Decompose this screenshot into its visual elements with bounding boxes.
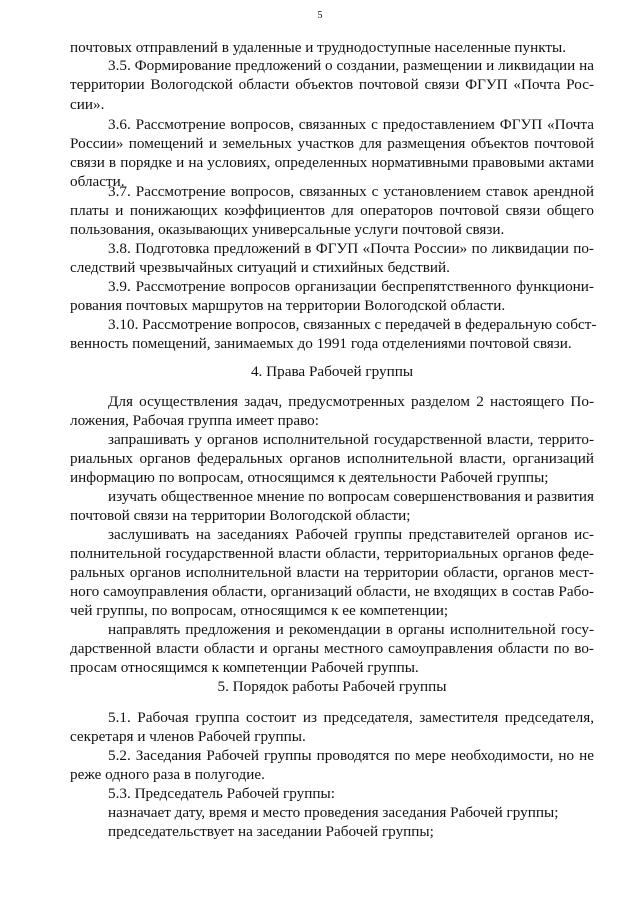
paragraph-line: секретаря и членов Рабочей группы. (70, 728, 306, 745)
paragraph-line: направлять предложения и рекомендации в органы исполнительной госу- (108, 621, 594, 638)
section-heading: 4. Права Рабочей группы (250, 363, 414, 380)
paragraph-line: 3.6. Рассмотрение вопросов, связанных с предоставлением ФГУП «Почта (108, 116, 594, 133)
paragraph-line: запрашивать у органов исполнительной государственной власти, террито- (108, 431, 594, 448)
paragraph-line: 3.9. Рассмотрение вопросов организации беспрепятственного функциони- (108, 278, 594, 295)
paragraph-line: председательствует на заседании Рабочей группы; (108, 823, 434, 840)
page-number: 5 (317, 10, 323, 21)
paragraph-line: следствий чрезвычайных ситуаций и стихийных бедствий. (70, 259, 450, 276)
paragraph-line: 3.8. Подготовка предложений в ФГУП «Почта России» по ликвидации по- (108, 240, 594, 257)
paragraph-line: 3.5. Формирование предложений о создании, размещении и ликвидации на (108, 57, 594, 74)
paragraph-line: сии». (70, 96, 105, 113)
paragraph-line: территории Вологодской области объектов почтовой связи ФГУП «Почта Рос- (70, 76, 594, 93)
paragraph-line: реже одного раза в полугодие. (70, 766, 265, 783)
paragraph-line: изучать общественное мнение по вопросам совершенствования и развития (108, 488, 594, 505)
paragraph-line: 5.3. Председатель Рабочей группы: (108, 785, 335, 802)
paragraph-line: ного самоуправления области, организаций области, не входящих в состав Рабо- (70, 583, 594, 600)
paragraph-line: области. (70, 173, 125, 190)
paragraph-line: заслушивать на заседаниях Рабочей группы представителей органов ис- (108, 526, 594, 543)
paragraph-line: 3.10. Рассмотрение вопросов, связанных с передачей в федеральную собст- (108, 316, 597, 333)
paragraph-line: России» помещений и земельных участков для размещения объектов почтовой (70, 135, 594, 152)
paragraph-line: связи в порядке и на условиях, определенных нормативными правовыми актами (70, 154, 594, 171)
paragraph-line: ложения, Рабочая группа имеет право: (70, 412, 319, 429)
paragraph-line: риальных органов федеральных органов исполнительной власти, организаций (70, 450, 594, 467)
paragraph-line: информацию по вопросам, относящимся к деятельности Рабочей группы; (70, 469, 549, 486)
paragraph-line: почтовых отправлений в удаленные и труднодоступные населенные пункты. (70, 39, 567, 56)
paragraph-line: Для осуществления задач, предусмотренных разделом 2 настоящего По- (108, 393, 594, 410)
paragraph-line: дарственной власти области и органы местного самоуправления области по во- (70, 640, 594, 657)
paragraph-line: платы и понижающих коэффициентов для операторов почтовой связи общего (70, 202, 594, 219)
paragraph-line: рования почтовых маршрутов на территории Вологодской области. (70, 297, 506, 314)
paragraph-line: 5.1. Рабочая группа состоит из председателя, заместителя председателя, (108, 709, 594, 726)
paragraph-line: чей группы, по вопросам, относящимся к ее компетенции; (70, 602, 449, 619)
paragraph-line: ральных органов исполнительной власти на территории области, органов мест- (70, 564, 594, 581)
paragraph-line: назначает дату, время и место проведения заседания Рабочей группы; (108, 804, 559, 821)
paragraph-line: почтовой связи на территории Вологодской области; (70, 507, 411, 524)
paragraph-line: 3.7. Рассмотрение вопросов, связанных с установлением ставок арендной (108, 183, 594, 200)
section-heading: 5. Порядок работы Рабочей группы (217, 678, 447, 695)
paragraph-line: 5.2. Заседания Рабочей группы проводятся по мере необходимости, но не (108, 747, 594, 764)
paragraph-line: полнительной государственной власти области, территориальных органов феде- (70, 545, 594, 562)
paragraph-line: пользования, оказывающих универсальные услуги почтовой связи. (70, 221, 505, 238)
paragraph-line: просам относящимся к компетенции Рабочей группы. (70, 659, 419, 676)
paragraph-line: венность помещений, занимаемых до 1991 года отделениями почтовой связи. (70, 335, 572, 352)
